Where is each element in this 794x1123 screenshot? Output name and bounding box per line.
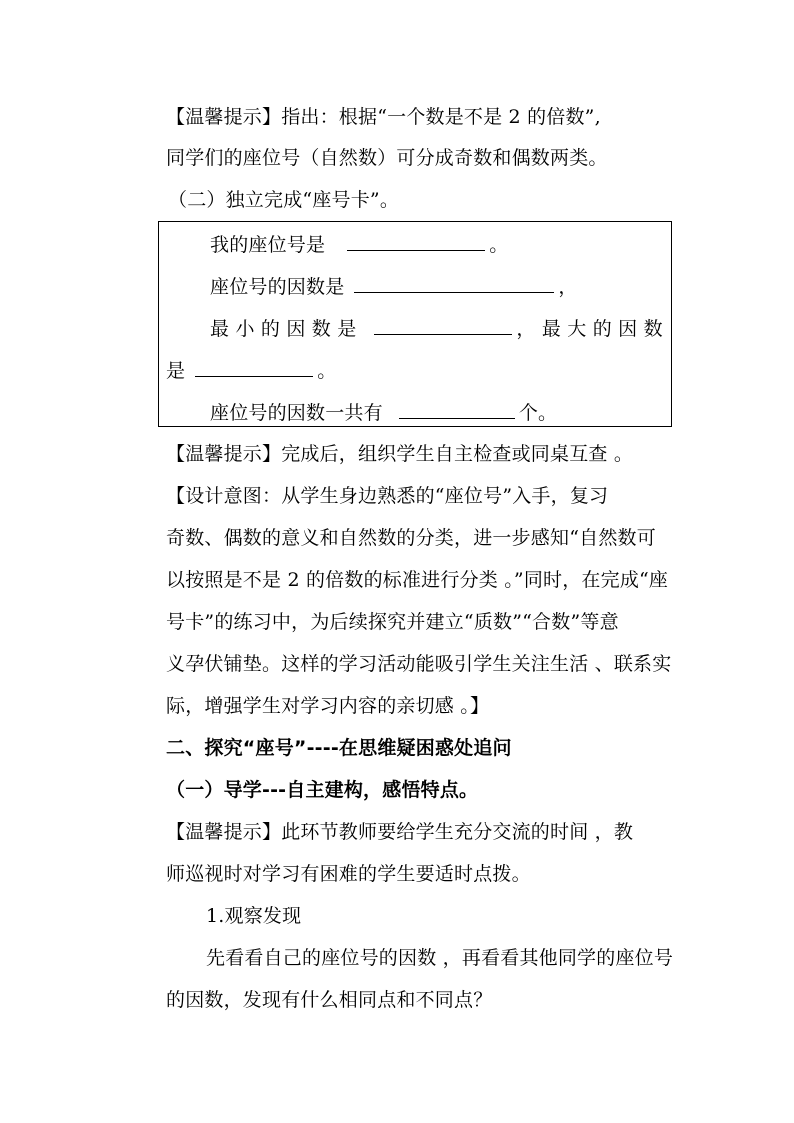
card-line-1-end: 。 <box>489 234 509 256</box>
sub-heading-guided-study: （一）导学---自主建构，感悟特点。 <box>166 779 479 801</box>
card-line-3-end: ， 最 大 的 因 数 <box>516 318 663 340</box>
tip-after-card: 【温馨提示】完成后，组织学生自主检查或同桌互查 。 <box>166 443 634 465</box>
sub-heading-two: （二）独立完成“座号卡”。 <box>168 189 400 211</box>
card-line-3-label: 最 小 的 因 数 是 <box>210 318 357 340</box>
largest-factor-blank[interactable] <box>195 358 313 377</box>
smallest-factor-blank[interactable] <box>374 316 512 335</box>
question-line-1: 先看看自己的座位号的因数 ，再看看其他同学的座位号 <box>206 947 674 969</box>
factor-count-blank[interactable] <box>399 400 515 419</box>
design-intent-line-4: 号卡”的练习中，为后续探究并建立“质数”“合数”等意 <box>166 611 619 633</box>
card-line-3 <box>210 316 666 340</box>
observe-discover-heading: 1.观察发现 <box>206 905 302 927</box>
question-line-2: 的因数，发现有什么相同点和不同点？ <box>166 989 493 1011</box>
design-intent-line-3: 以按照是不是 2 的倍数的标准进行分类 。”同时，在完成“座 <box>166 569 669 591</box>
design-intent-line-5: 义孕伏铺垫。这样的学习活动能吸引学生关注生活 、联系实 <box>166 653 672 675</box>
tip-teacher-line-1: 【温馨提示】此环节教师要给学生充分交流的时间 ，教 <box>166 821 634 843</box>
card-line-4-end: 。 <box>317 360 337 382</box>
card-line-1 <box>210 232 718 256</box>
card-line-5 <box>210 400 718 424</box>
factors-blank[interactable] <box>354 274 554 293</box>
design-intent-line-1: 【设计意图：从学生身边熟悉的“座位号”入手，复习 <box>166 485 609 507</box>
tip-teacher-line-2: 师巡视时对学习有困难的学生要适时点拨。 <box>166 863 531 885</box>
design-intent-line-6: 际，增强学生对学习内容的亲切感 。】 <box>166 695 490 717</box>
tip-paragraph-line-2: 同学们的座位号（自然数）可分成奇数和偶数两类。 <box>166 147 608 169</box>
card-line-4 <box>166 358 674 382</box>
card-line-5-end: 个。 <box>518 402 558 424</box>
card-line-1-label: 我的座位号是 <box>210 234 326 256</box>
tip-paragraph-line-1: 【温馨提示】指出：根据“一个数是不是 2 的倍数”, <box>166 106 601 128</box>
seat-number-blank[interactable] <box>347 232 485 251</box>
card-line-5-label: 座位号的因数一共有 <box>210 402 383 424</box>
card-line-2 <box>210 274 718 298</box>
card-line-2-end: ， <box>558 276 578 298</box>
card-line-2-label: 座位号的因数是 <box>210 276 345 298</box>
section-heading-two: 二、探究“座号”----在思维疑困惑处追问 <box>166 737 512 759</box>
card-line-4-label: 是 <box>166 360 186 382</box>
design-intent-line-2: 奇数、偶数的意义和自然数的分类，进一步感知“自然数可 <box>166 527 656 549</box>
